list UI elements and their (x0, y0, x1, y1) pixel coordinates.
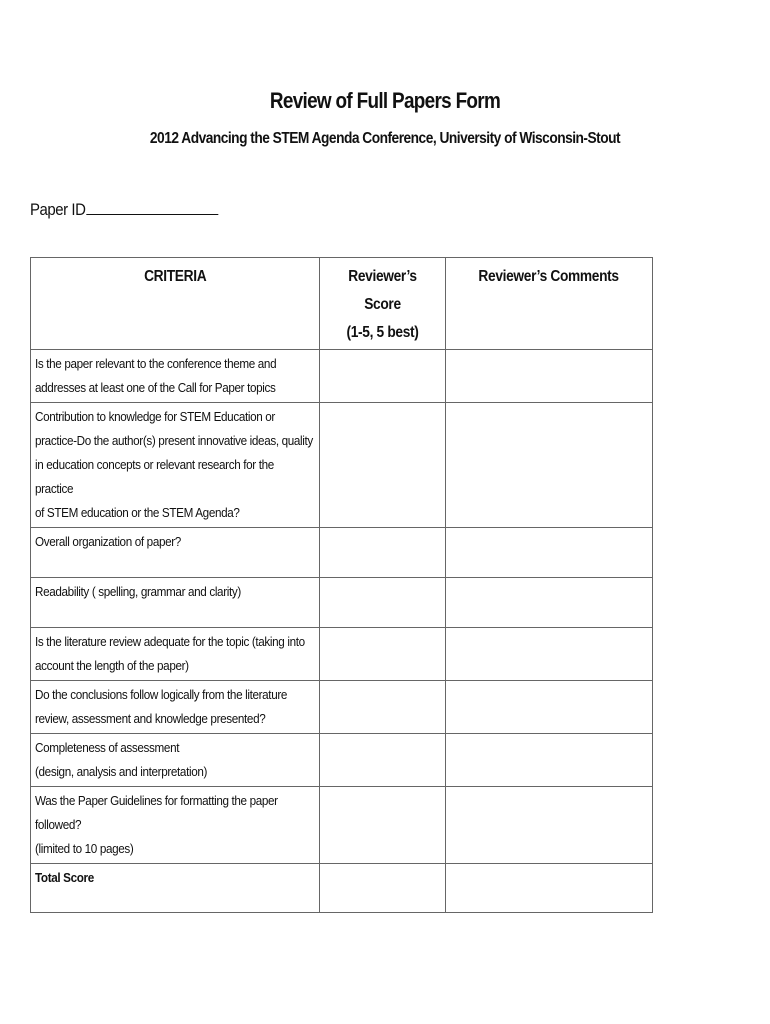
comments-cell[interactable] (446, 681, 653, 734)
paper-id-field[interactable] (30, 198, 218, 220)
form-title: Review of Full Papers Form (269, 88, 501, 113)
form-subtitle: 2012 Advancing the STEM Agenda Conference, University of Wisconsin-Stout (149, 130, 621, 147)
score-header: Reviewer’s Score (1-5, 5 best) (320, 258, 446, 350)
comments-cell[interactable] (446, 403, 653, 528)
criteria-cell: Completeness of assessment (design, analysis and interpretation) (31, 734, 320, 787)
score-cell[interactable] (320, 628, 446, 681)
criteria-cell: Do the conclusions follow logically from the literature review, assessment and knowledge presented? (31, 681, 320, 734)
criteria-cell: Was the Paper Guidelines for formatting the paper followed? (limited to 10 pages) (31, 787, 320, 864)
total-score-row (31, 864, 653, 913)
criteria-cell: Total Score (31, 864, 320, 913)
comments-header: Reviewer’s Comments (446, 258, 653, 350)
comments-cell[interactable] (446, 350, 653, 403)
score-cell[interactable] (320, 528, 446, 578)
comments-cell[interactable] (446, 787, 653, 864)
criteria-cell: Overall organization of paper? (31, 528, 320, 578)
review-criteria-table (30, 257, 653, 913)
score-cell[interactable] (320, 578, 446, 628)
criteria-cell: Is the paper relevant to the conference theme and addresses at least one of the Call for Paper topics (31, 350, 320, 403)
comments-cell[interactable] (446, 528, 653, 578)
table-row (31, 403, 653, 528)
score-cell[interactable] (320, 403, 446, 528)
criteria-cell: Readability ( spelling, grammar and clarity) (31, 578, 320, 628)
comments-cell[interactable] (446, 628, 653, 681)
table-row (31, 734, 653, 787)
criteria-header: CRITERIA (31, 258, 320, 350)
score-cell[interactable] (320, 350, 446, 403)
criteria-cell: Contribution to knowledge for STEM Education or practice-Do the author(s) present innovative ideas, quality in education concepts or relevant research for the practice of STEM education or the STEM Agenda? (31, 403, 320, 528)
table-row (31, 628, 653, 681)
comments-cell[interactable] (446, 578, 653, 628)
table-row (31, 681, 653, 734)
table-header-row (31, 258, 653, 350)
table-row (31, 787, 653, 864)
table-row (31, 350, 653, 403)
total-score-cell[interactable] (320, 864, 446, 913)
paper-id-blank-line[interactable] (86, 198, 218, 215)
comments-cell[interactable] (446, 864, 653, 913)
criteria-cell: Is the literature review adequate for the topic (taking into account the length of the paper) (31, 628, 320, 681)
score-cell[interactable] (320, 681, 446, 734)
score-cell[interactable] (320, 734, 446, 787)
comments-cell[interactable] (446, 734, 653, 787)
table-row (31, 528, 653, 578)
table-row (31, 578, 653, 628)
paper-id-label: Paper ID (30, 200, 86, 219)
score-cell[interactable] (320, 787, 446, 864)
